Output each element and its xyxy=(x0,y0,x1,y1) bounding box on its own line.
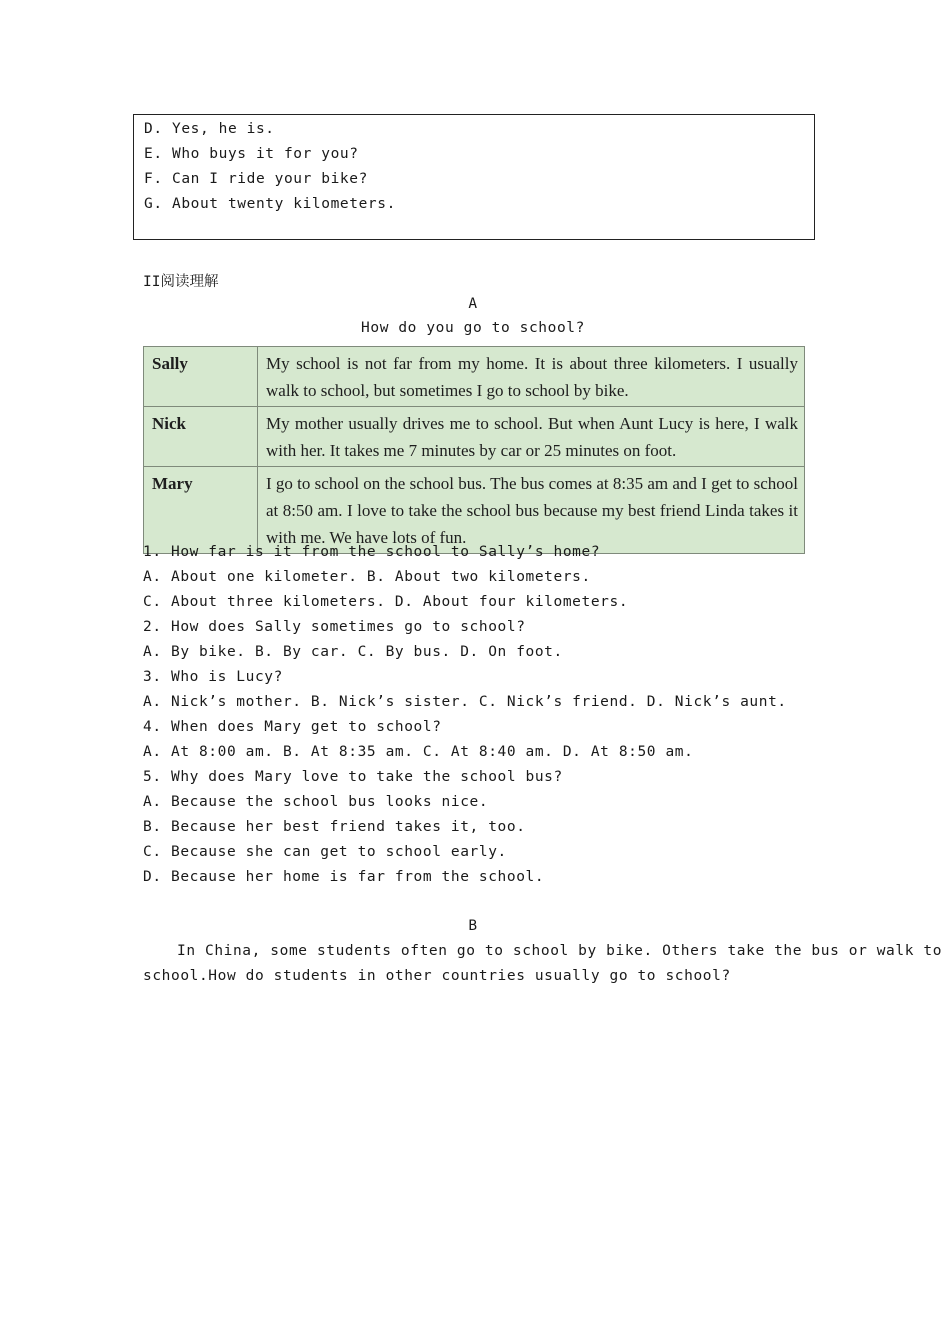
reading-table xyxy=(143,346,805,554)
question-3-options: A. Nick’s mother. B. Nick’s sister. C. Nick’s friend. D. Nick’s aunt. xyxy=(143,694,787,710)
question-1-options-ab: A. About one kilometer. B. About two kilometers. xyxy=(143,569,591,585)
option-g: G. About twenty kilometers. xyxy=(144,196,396,212)
student-name: Sally xyxy=(144,347,258,407)
passage-a-letter: A xyxy=(468,296,478,312)
student-text: I go to school on the school bus. The bus comes at 8:35 am and I get to school at 8:50 am. I love to take the school bus because my best friend Linda takes it with me. We have lots of fun. xyxy=(258,467,805,554)
student-name: Nick xyxy=(144,407,258,467)
question-5: 5. Why does Mary love to take the school bus? xyxy=(143,769,563,785)
section-heading: II阅读理解 xyxy=(143,274,219,290)
student-text: My mother usually drives me to school. But when Aunt Lucy is here, I walk with her. It takes me 7 minutes by car or 25 minutes on foot. xyxy=(258,407,805,467)
question-1: 1. How far is it from the school to Sally’s home? xyxy=(143,544,601,560)
question-4-options: A. At 8:00 am. B. At 8:35 am. C. At 8:40 am. D. At 8:50 am. xyxy=(143,744,694,760)
question-5-option-a: A. Because the school bus looks nice. xyxy=(143,794,489,810)
question-4: 4. When does Mary get to school? xyxy=(143,719,442,735)
question-2-options: A. By bike. B. By car. C. By bus. D. On foot. xyxy=(143,644,563,660)
option-f: F. Can I ride your bike? xyxy=(144,171,368,187)
question-5-option-b: B. Because her best friend takes it, too. xyxy=(143,819,526,835)
table-row xyxy=(144,347,805,407)
question-3: 3. Who is Lucy? xyxy=(143,669,283,685)
option-d: D. Yes, he is. xyxy=(144,121,275,137)
question-2: 2. How does Sally sometimes go to school? xyxy=(143,619,526,635)
option-e: E. Who buys it for you? xyxy=(144,146,359,162)
table-row xyxy=(144,467,805,554)
question-1-options-cd: C. About three kilometers. D. About four kilometers. xyxy=(143,594,629,610)
table-row xyxy=(144,407,805,467)
passage-b-paragraph: In China, some students often go to school by bike. Others take the bus or walk to school.How do students in other countries usually go to school? xyxy=(143,943,943,984)
question-5-option-c: C. Because she can get to school early. xyxy=(143,844,507,860)
answer-options-box xyxy=(133,114,815,240)
question-5-option-d: D. Because her home is far from the school. xyxy=(143,869,545,885)
student-name: Mary xyxy=(144,467,258,554)
student-text: My school is not far from my home. It is about three kilometers. I usually walk to school, but sometimes I go to school by bike. xyxy=(258,347,805,407)
passage-a-title: How do you go to school? xyxy=(361,320,585,336)
passage-b-letter: B xyxy=(468,918,478,934)
